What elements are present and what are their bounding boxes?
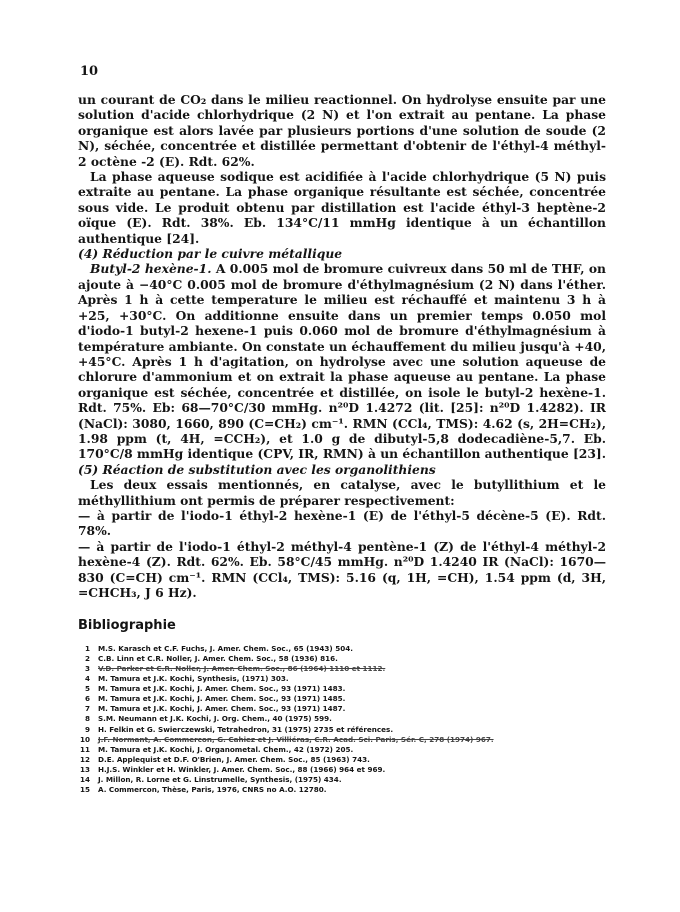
reference-text: M. Tamura et J.K. Kochi, J. Organometal. Chem., 42 (1972) 205. — [98, 744, 354, 754]
reference-number: 8 — [84, 714, 90, 724]
reference-item — [78, 785, 606, 795]
article-body — [78, 92, 606, 795]
reference-item — [78, 684, 606, 694]
reference-text: J.F. Normant, A. Commercon, G. Cahiez et J. Villiéras, C.R. Acad. Sci. Paris, Sér. C, 278 (1974) 967. — [98, 734, 494, 744]
bibliography-heading: Bibliographie — [78, 618, 176, 634]
reference-number: 9 — [84, 724, 90, 734]
reference-number: 7 — [84, 704, 90, 714]
reference-item — [78, 644, 606, 654]
reference-text: J. Millon, R. Lorne et G. Linstrumelle, Synthesis, (1975) 434. — [98, 775, 342, 785]
reference-text: S.M. Neumann et J.K. Kochi, J. Org. Chem., 40 (1975) 599. — [98, 714, 332, 724]
reference-item — [78, 735, 606, 745]
reference-item — [78, 725, 606, 735]
reference-number: 14 — [79, 775, 90, 785]
reference-number: 6 — [84, 694, 90, 704]
section-heading: (4) Réduction par le cuivre métallique — [78, 246, 343, 262]
reference-item — [78, 654, 606, 664]
reference-text: M. Tamura et J.K. Kochi, Synthesis, (1971) 303. — [98, 674, 289, 684]
reference-list — [78, 644, 606, 795]
reference-text: H. Felkin et G. Swierczewski, Tetrahedron, 31 (1975) 2735 et références. — [98, 724, 394, 734]
paragraph — [78, 261, 606, 461]
reference-number: 2 — [84, 653, 90, 663]
reference-item — [78, 694, 606, 704]
reference-item — [78, 755, 606, 765]
reference-number: 4 — [84, 674, 90, 684]
reference-number: 12 — [79, 754, 90, 764]
compound-name: Butyl-2 hexène-1. — [90, 261, 212, 277]
reference-item — [78, 714, 606, 724]
reference-text: C.B. Linn et C.R. Noller, J. Amer. Chem. Soc., 58 (1936) 816. — [98, 653, 338, 663]
reference-item — [78, 765, 606, 775]
reference-text: H.J.S. Winkler et H. Winkler, J. Amer. Chem. Soc., 88 (1966) 964 et 969. — [98, 764, 386, 774]
paragraph: La phase aqueuse sodique est acidifiée à l'acide chlorhydrique (5 N) puis extraite au pentane. La phase organique résultante est séchée, concentrée sous vide. Le produit obtenu par distillation est l'acide éthyl-3 heptène-2 oïque (E). Rdt. 38%. Eb. 134°C/11 mmHg identique à un échantillon authentique [24]. — [78, 169, 606, 246]
reference-item — [78, 775, 606, 785]
list-item: — à partir de l'iodo-1 éthyl-2 méthyl-4 pentène-1 (Z) de l'éthyl-4 méthyl-2 hexène-4 (Z). Rdt. 62%. Eb. 58°C/45 mmHg. n²⁰D 1.4240 IR (NaCl): 1670—830 (C=CH) cm⁻¹. RMN (CCl₄, TMS): 5.16 (q, 1H, =CH), 1.54 ppm (d, 3H, =CHCH₃, J 6 Hz). — [78, 538, 606, 600]
page-number: 10 — [80, 64, 99, 79]
reference-text: M. Tamura et J.K. Kochi, J. Amer. Chem. Soc., 93 (1971) 1487. — [98, 704, 346, 714]
reference-text: A. Commercon, Thèse, Paris, 1976, CNRS no A.O. 12780. — [98, 785, 327, 795]
reference-number: 15 — [79, 785, 90, 795]
reference-item — [78, 745, 606, 755]
reference-item — [78, 664, 606, 674]
reference-item — [78, 674, 606, 684]
reference-text: M.S. Karasch et C.F. Fuchs, J. Amer. Chem. Soc., 65 (1943) 504. — [98, 643, 353, 653]
paragraph: un courant de CO₂ dans le milieu reactionnel. On hydrolyse ensuite par une solution d'acide chlorhydrique (2 N) et l'on extrait au pentane. La phase organique est alors lavée par plusieurs portions d'une solution de soude (2 N), séchée, concentrée et distillée permettant d'obtenir de l'éthyl-4 méthyl-2 octène -2 (E). Rdt. 62%. — [78, 92, 606, 169]
reference-text: M. Tamura et J.K. Kochi, J. Amer. Chem. Soc., 93 (1971) 1483. — [98, 684, 346, 694]
reference-number: 11 — [79, 744, 90, 754]
reference-number: 5 — [84, 684, 90, 694]
reference-number: 1 — [84, 643, 90, 653]
section-heading: (5) Réaction de substitution avec les organolithiens — [78, 461, 436, 477]
reference-number: 13 — [79, 764, 90, 774]
reference-text: M. Tamura et J.K. Kochi, J. Amer. Chem. Soc., 93 (1971) 1485. — [98, 694, 346, 704]
paragraph-text: A 0.005 mol de bromure cuivreux dans 50 ml de THF, on ajoute à −40°C 0.005 mol de bromure d'éthylmagnésium (2 N) dans l'éther. Après 1 h à cette temperature le milieu est réchauffé et maintenu 3 h à +25, +30°C. On additionne ensuite dans un premier temps 0.050 mol d'iodo-1 butyl-2 hexene-1 puis 0.060 mol de bromure d'éthylmagnésium à température ambiante. On constate un échauffement du milieu jusqu'à +40, +45°C. Après 1 h d'agitation, on hydrolyse avec une solution aqueuse de chlorure d'ammonium et on extrait la phase aqueuse au pentane. La phase organique est séchée, concentrée et distillée, on isole le butyl-2 hexène-1. Rdt. 75%. Eb: 68—70°C/30 mmHg. n²⁰D 1.4272 (lit. [25]: n²⁰D 1.4282). IR (NaCl): 3080, 1660, 890 (C=CH₂) cm⁻¹. RMN (CCl₄, TMS): 4.62 (s, 2H=CH₂), 1.98 ppm (t, 4H, =CCH₂), et 1.0 g de dibutyl-5,8 dodecadiène-5,7. Eb. 170°C/8 mmHg identique (CPV, IR, RMN) à un échantillon authentique [23]. — [78, 261, 606, 462]
reference-text: V.D. Parker et C.R. Noller, J. Amer. Chem. Soc., 86 (1964) 1110 et 1112. — [98, 664, 386, 673]
reference-number: 3 — [84, 664, 90, 673]
reference-number: 10 — [79, 734, 90, 744]
reference-text: D.E. Applequist et D.F. O'Brien, J. Amer. Chem. Soc., 85 (1963) 743. — [98, 754, 370, 764]
reference-item — [78, 704, 606, 714]
paragraph: Les deux essais mentionnés, en catalyse, avec le butyllithium et le méthyllithium ont permis de préparer respectivement: — [78, 477, 606, 508]
list-item: — à partir de l'iodo-1 éthyl-2 hexène-1 (E) de l'éthyl-5 décène-5 (E). Rdt. 78%. — [78, 507, 606, 539]
